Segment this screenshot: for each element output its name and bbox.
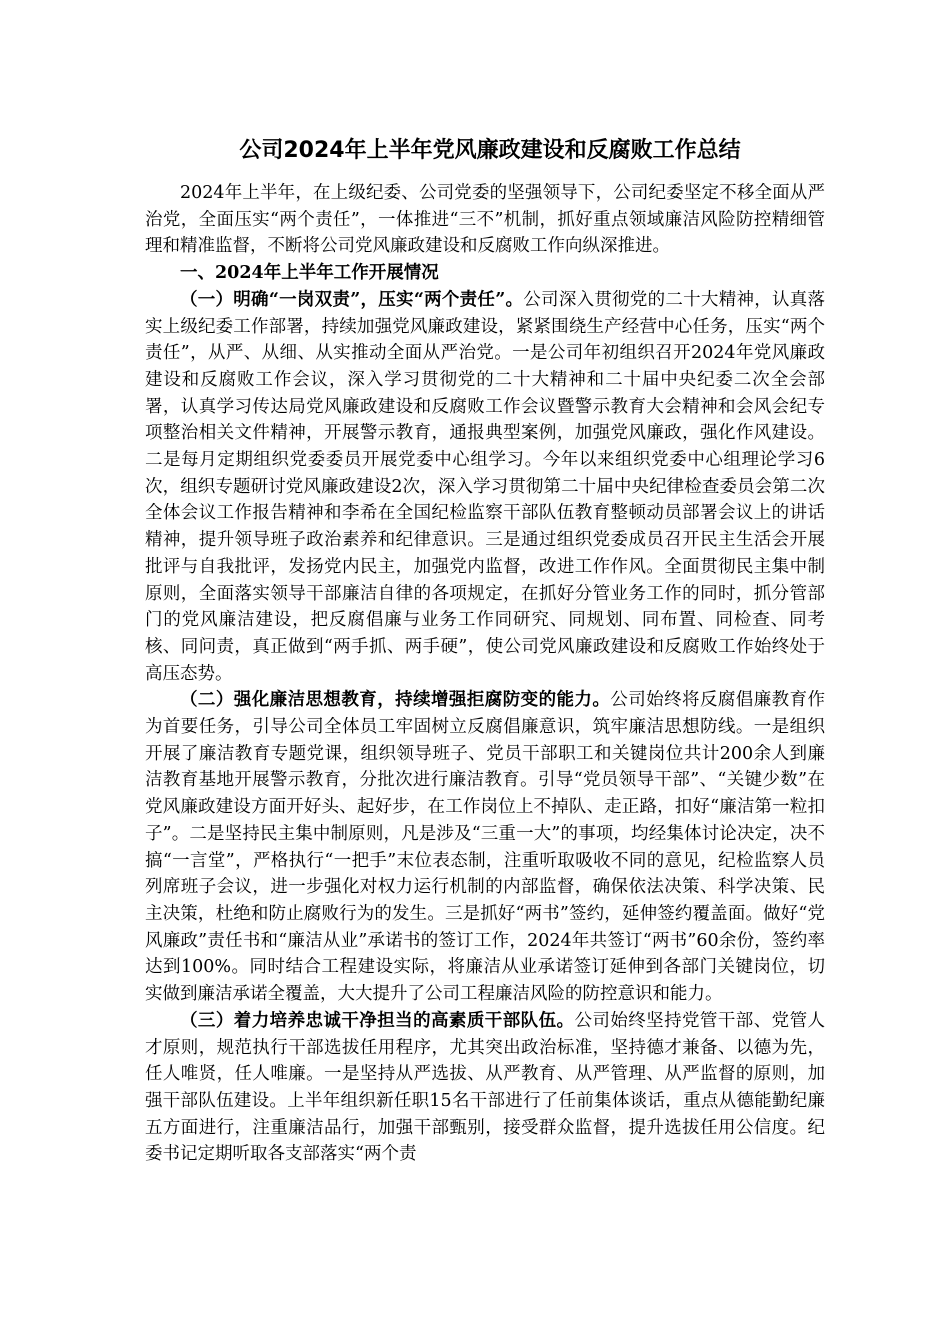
intro-paragraph: 2024年上半年，在上级纪委、公司党委的坚强领导下，公司纪委坚定不移全面从严治党，全面压实“两个责任”，一体推进“三不”机制，抓好重点领域廉洁风险防控精细管理和精准监督，不断将公司党风廉政建设和反腐败工作向纵深推进。: [145, 183, 825, 257]
paragraph-3-lead: （三）着力培养忠诚干净担当的高素质干部队伍。: [180, 1010, 575, 1031]
body-paragraph-2: [145, 687, 825, 1007]
paragraph-1-lead: （一）明确“一岗双责”，压实“两个责任”。: [180, 289, 524, 310]
document-title: 公司2024年上半年党风廉政建设和反腐败工作总结: [239, 138, 741, 163]
body-paragraph-1: [145, 287, 825, 688]
paragraph-1-body: 公司深入贯彻党的二十大精神，认真落实上级纪委工作部署，持续加强党风廉政建设，紧紧围绕生产经营中心任务，压实“两个责任”，从严、从细、从实推动全面从严治党。一是公司年初组织召开2024年党风廉政建设和反腐败工作会议，深入学习贯彻党的二十大精神和二十届中央纪委二次全会部署，认真学习传达局党风廉政建设和反腐败工作会议暨警示教育大会精神和会风会纪专项整治相关文件精神，开展警示教育，通报典型案例，加强党风廉政，强化作风建设。二是每月定期组织党委委员开展党委中心组学习。今年以来组织党委中心组理论学习6次，组织专题研讨党风廉政建设2次，深入学习贯彻第二十届中央纪律检查委员会第二次全体会议工作报告精神和李希在全国纪检监察干部队伍教育整顿动员部署会议上的讲话精神，提升领导班子政治素养和纪律意识。三是通过组织党委成员召开民主生活会开展批评与自我批评，发扬党内民主，加强党内监督，改进工作作风。全面贯彻民主集中制原则，全面落实领导干部廉洁自律的各项规定，在抓好分管业务工作的同时，抓分管部门的党风廉洁建设，把反腐倡廉与业务工作同研究、同规划、同布置、同检查、同考核、同问责，真正做到“两手抓、两手硬”，使公司党风廉政建设和反腐败工作始终处于高压态势。: [145, 289, 826, 684]
document-page: [145, 128, 825, 1168]
section-heading: 一、2024年上半年工作开展情况: [180, 263, 439, 284]
body-paragraph-3: [145, 1008, 825, 1168]
paragraph-3-body: 公司始终坚持党管干部、党管人才原则，规范执行干部选拔任用程序，尤其突出政治标准，坚持德才兼备、以德为先，任人唯贤，任人唯廉。一是坚持从严选拔、从严教育、从严管理、从严监督的原则，加强干部队伍建设。上半年组织新任职15名干部进行了任前集体谈话，重点从德能勤纪廉五方面进行，注重廉洁品行，加强干部甄别，接受群众监督，提升选拔任用公信度。纪委书记定期听取各支部落实“两个责: [145, 1010, 826, 1165]
paragraph-2-body: 公司始终将反腐倡廉教育作为首要任务，引导公司全体员工牢固树立反腐倡廉意识，筑牢廉洁思想防线。一是组织开展了廉洁教育专题党课，组织领导班子、党员干部职工和关键岗位共计200余人到廉洁教育基地开展警示教育，分批次进行廉洁教育。引导“党员领导干部”、“关键少数”在党风廉政建设方面开好头、起好步，在工作岗位上不掉队、走正路，扣好“廉洁第一粒扣子”。二是坚持民主集中制原则，凡是涉及“三重一大”的事项，均经集体讨论决定，决不搞“一言堂”，严格执行“一把手”末位表态制，注重听取吸收不同的意见，纪检监察人员列席班子会议，进一步强化对权力运行机制的内部监督，确保依法决策、科学决策、民主决策，杜绝和防止腐败行为的发生。三是抓好“两书”签约，延伸签约覆盖面。做好“党风廉政”责任书和“廉洁从业”承诺书的签订工作，2024年共签订“两书”60余份，签约率达到100%。同时结合工程建设实际，将廉洁从业承诺签订延伸到各部门关键岗位，切实做到廉洁承诺全覆盖，大大提升了公司工程廉洁风险的防控意识和能力。: [145, 690, 826, 1005]
paragraph-2-lead: （二）强化廉洁思想教育，持续增强拒腐防变的能力。: [180, 690, 611, 711]
